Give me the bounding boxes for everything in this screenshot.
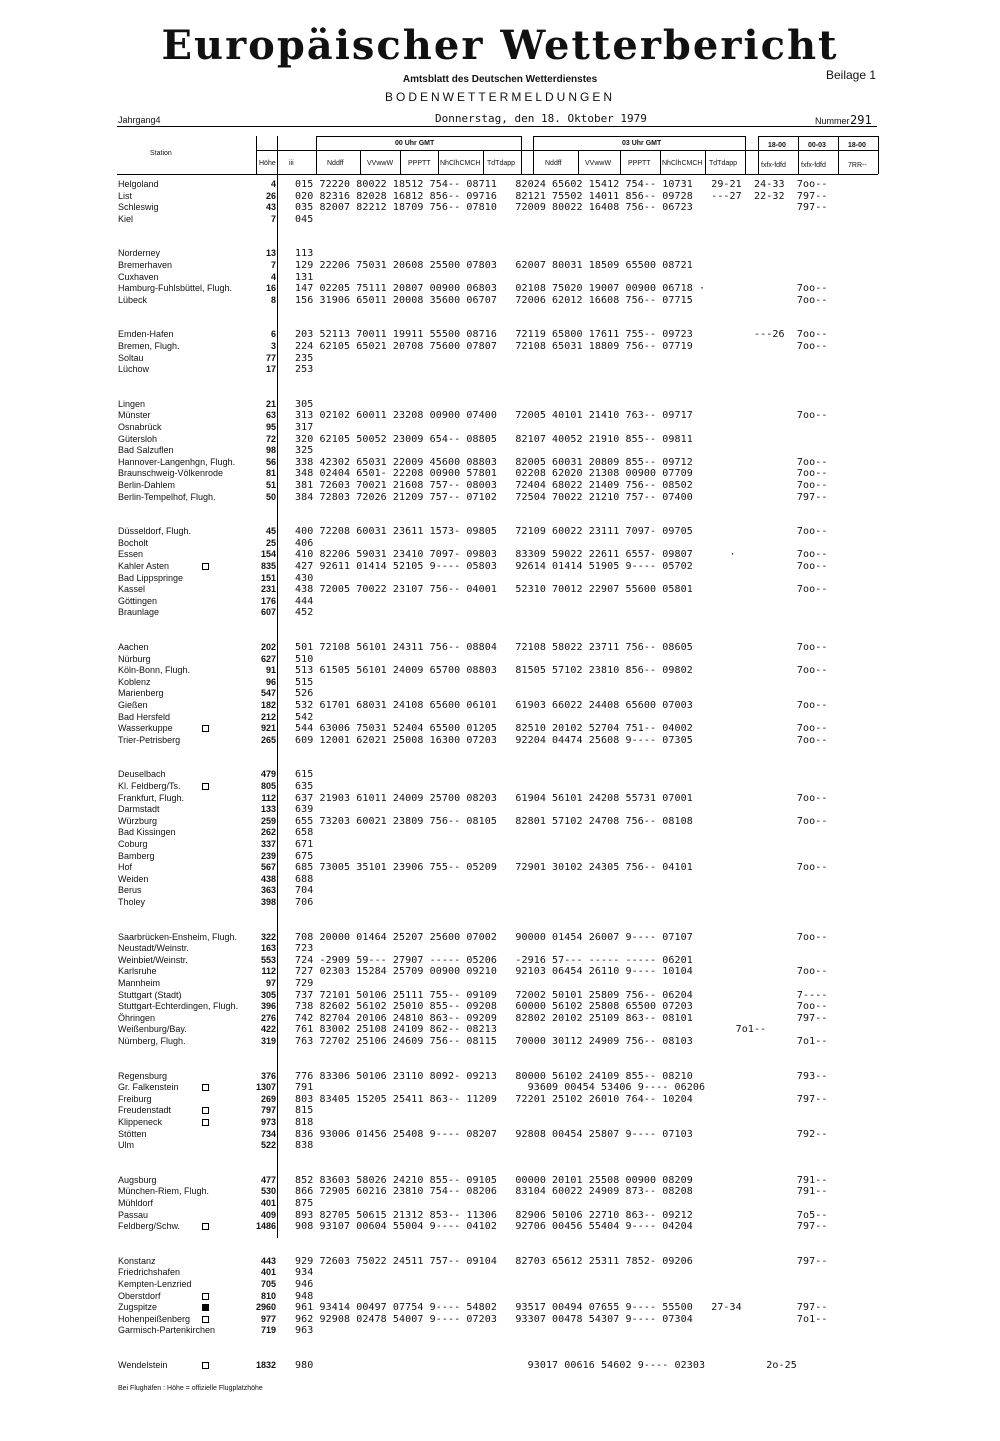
station-name: Deuselbach xyxy=(118,769,166,779)
station-height: 401 xyxy=(260,1198,276,1208)
station-height: 376 xyxy=(260,1071,276,1081)
observation-row: 685 73005 35101 23906 755-- 05209 72901 30102 24305 756-- 04101 7oo-- xyxy=(295,862,828,873)
obs-00-header: 00 Uhr GMT xyxy=(395,140,435,147)
observation-row: 526 xyxy=(295,688,314,699)
observation-row: 963 xyxy=(295,1325,314,1336)
station-name: Nürnberg, Flugh. xyxy=(118,1036,186,1046)
station-height: 56 xyxy=(265,457,276,467)
station-height: 77 xyxy=(265,353,276,363)
station-height: 25 xyxy=(265,538,276,548)
observation-row: 035 82007 82212 18709 756-- 07810 72009 80022 16408 756-- 06723 797-- xyxy=(295,202,828,213)
observation-row: 131 xyxy=(295,272,314,283)
hoehe-header: Höhe xyxy=(259,160,276,167)
open-square-marker xyxy=(202,1107,209,1114)
observation-row: 815 xyxy=(295,1105,314,1116)
observation-row: 224 62105 65021 20708 75600 07807 72108 65031 18809 756-- 07719 7oo-- xyxy=(295,341,828,352)
observation-row: 727 02303 15284 25709 00900 09210 92103 06454 26110 9---- 10104 7oo-- xyxy=(295,966,828,977)
station-name: Hof xyxy=(118,862,133,872)
observation-row: 729 xyxy=(295,978,314,989)
gust-header-2: fxfx-fdfd xyxy=(801,162,826,169)
station-name: Wendelstein xyxy=(118,1360,168,1370)
period-header-1: 18-00 xyxy=(768,142,786,149)
station-name: Schleswig xyxy=(118,202,159,212)
page-title: Europäischer Wetterbericht xyxy=(161,22,839,69)
station-name: Soltau xyxy=(118,353,144,363)
station-name: Essen xyxy=(118,549,144,559)
station-height: 50 xyxy=(265,492,276,502)
station-height: 401 xyxy=(260,1267,276,1277)
station-height: 176 xyxy=(260,596,276,606)
observation-row: 688 xyxy=(295,874,314,885)
station-height: 305 xyxy=(260,990,276,1000)
station-height: 398 xyxy=(260,897,276,907)
station-name: Gr. Falkenstein xyxy=(118,1082,179,1092)
station-name: Lingen xyxy=(118,399,146,409)
observation-row: 129 22206 75031 20608 25500 07803 62007 80031 18509 65500 08721 xyxy=(295,260,693,271)
station-height: 45 xyxy=(265,526,276,536)
station-height: 133 xyxy=(260,804,276,814)
observation-row: 852 83603 58026 24210 855-- 09105 00000 20101 25508 00900 08209 791-- xyxy=(295,1175,828,1186)
observation-row: 934 xyxy=(295,1267,314,1278)
open-square-marker xyxy=(202,1223,209,1230)
observation-row: 742 82704 20106 24810 863-- 09209 82802 20102 25109 863-- 08101 797-- xyxy=(295,1013,828,1024)
station-height: 81 xyxy=(265,468,276,478)
station-height: 182 xyxy=(260,700,276,710)
observation-row: 706 xyxy=(295,897,314,908)
observation-row: 704 xyxy=(295,885,314,896)
station-name: Weinbiet/Weinstr. xyxy=(118,955,188,965)
station-height: 337 xyxy=(260,839,276,849)
station-height: 239 xyxy=(260,851,276,861)
open-square-marker xyxy=(202,563,209,570)
nummer-label: Nummer xyxy=(815,116,850,126)
station-height: 13 xyxy=(265,248,276,258)
station-height: 96 xyxy=(265,677,276,687)
station-height: 17 xyxy=(265,364,276,374)
station-name: Konstanz xyxy=(118,1256,156,1266)
observation-row: 803 83405 15205 25411 863-- 11209 72201 25102 26010 764-- 10204 797-- xyxy=(295,1094,828,1105)
station-name: Bamberg xyxy=(118,851,155,861)
station-height: 734 xyxy=(260,1129,276,1139)
station-name: Lübeck xyxy=(118,295,148,305)
station-height: 212 xyxy=(260,712,276,722)
observation-row: 325 xyxy=(295,445,314,456)
station-height: 163 xyxy=(260,943,276,953)
observation-row: 836 93006 01456 25408 9---- 08207 92808 00454 25807 9---- 07103 792-- xyxy=(295,1129,828,1140)
observation-row: 235 xyxy=(295,353,314,364)
station-height: 553 xyxy=(260,955,276,965)
station-height: 265 xyxy=(260,735,276,745)
station-name: Braunlage xyxy=(118,607,160,617)
station-name: Münster xyxy=(118,410,151,420)
observation-row: 675 xyxy=(295,851,314,862)
station-height: 7 xyxy=(270,214,276,224)
observation-row: 961 93414 00497 07754 9---- 54802 93517 00494 07655 9---- 55500 27-34 797-- xyxy=(295,1302,828,1313)
station-height: 262 xyxy=(260,827,276,837)
station-height: 705 xyxy=(260,1279,276,1289)
station-height: 547 xyxy=(260,688,276,698)
station-name: Cuxhaven xyxy=(118,272,159,282)
observation-row: 156 31906 65011 20008 35600 06707 72006 62012 16608 756-- 07715 7oo-- xyxy=(295,295,828,306)
station-name: Braunschweig-Völkenrode xyxy=(118,468,224,478)
station-name: Bad Salzuflen xyxy=(118,445,174,455)
station-name: Bad Hersfeld xyxy=(118,712,171,722)
observation-row: 763 72702 25106 24609 756-- 08115 70000 30112 24909 756-- 08103 7o1-- xyxy=(295,1036,828,1047)
station-name: Hannover-Langenhgn, Flugh. xyxy=(118,457,236,467)
subtitle: Amtsblatt des Deutschen Wetterdienstes xyxy=(402,74,598,85)
station-name: Augsburg xyxy=(118,1175,157,1185)
station-name: Stuttgart-Echterdingen, Flugh. xyxy=(118,1001,239,1011)
observation-row: 542 xyxy=(295,712,314,723)
station-height: 627 xyxy=(260,654,276,664)
station-height: 7 xyxy=(270,260,276,270)
station-height: 4 xyxy=(270,179,276,189)
period-header-2: 00-03 xyxy=(808,142,826,149)
station-height: 438 xyxy=(260,874,276,884)
observation-row: 400 72208 60031 23611 1573- 09805 72109 60022 23111 7097- 09705 7oo-- xyxy=(295,526,828,537)
station-name: Weiden xyxy=(118,874,149,884)
station-name: München-Riem, Flugh. xyxy=(118,1186,210,1196)
observation-row: 908 93107 00604 55004 9---- 04102 92706 00456 55404 9---- 04204 797-- xyxy=(295,1221,828,1232)
observation-row: 253 xyxy=(295,364,314,375)
station-height: 921 xyxy=(260,723,276,733)
observation-row: 438 72005 70022 23107 756-- 04001 52310 70012 22907 55600 05801 7oo-- xyxy=(295,584,828,595)
top-rule xyxy=(117,126,877,127)
station-height: 21 xyxy=(265,399,276,409)
station-height: 91 xyxy=(265,665,276,675)
station-name: Köln-Bonn, Flugh. xyxy=(118,665,191,675)
station-height: 98 xyxy=(265,445,276,455)
station-name: Lüchow xyxy=(118,364,150,374)
station-name: Bocholt xyxy=(118,538,149,548)
observation-row: 317 xyxy=(295,422,314,433)
observation-row: 637 21903 61011 24009 25700 08203 61904 56101 24208 55731 07001 7oo-- xyxy=(295,793,828,804)
observation-row: 737 72101 50106 25111 755-- 09109 72002 50101 25809 756-- 06204 7---- xyxy=(295,990,828,1001)
observation-row: 639 xyxy=(295,804,314,815)
station-name: Bremerhaven xyxy=(118,260,173,270)
station-height: 16 xyxy=(265,283,276,293)
station-name: Mannheim xyxy=(118,978,161,988)
station-height: 4 xyxy=(270,272,276,282)
station-height: 422 xyxy=(260,1024,276,1034)
observation-row: 015 72220 80022 18512 754-- 08711 82024 65602 15412 754-- 10731 29-21 24-33 7oo-- xyxy=(295,179,828,190)
observation-row: 410 82206 59031 23410 7097- 09803 83309 59022 22611 6557- 09807 · 7oo-- xyxy=(295,549,828,560)
station-name: List xyxy=(118,191,133,201)
observation-row: 384 72803 72026 21209 757-- 07102 72504 70022 21210 757-- 07400 797-- xyxy=(295,492,828,503)
station-name: Helgoland xyxy=(118,179,159,189)
date-line: Donnerstag, den 18. Oktober 1979 xyxy=(435,112,647,125)
station-height: 154 xyxy=(260,549,276,559)
station-name: Emden-Hafen xyxy=(118,329,174,339)
vvwww-header-00: VVwwW xyxy=(367,160,394,167)
observation-row: 544 63006 75031 52404 65500 01205 82510 20102 52704 751-- 04002 7oo-- xyxy=(295,723,828,734)
station-name: Berlin-Tempelhof, Flugh. xyxy=(118,492,216,502)
station-name: Würzburg xyxy=(118,816,158,826)
station-height: 409 xyxy=(260,1210,276,1220)
nh-header-03: NhClhCMCH xyxy=(662,160,703,167)
station-height: 202 xyxy=(260,642,276,652)
station-name: Garmisch-Partenkirchen xyxy=(118,1325,216,1335)
nddff-header-03: Nddff xyxy=(545,160,562,167)
open-square-marker xyxy=(202,1119,209,1126)
beilage-label: Beilage 1 xyxy=(826,68,877,82)
station-name: Darmstadt xyxy=(118,804,160,814)
tdapp-header-03: TdTdapp xyxy=(709,160,738,167)
station-name: Kassel xyxy=(118,584,146,594)
observation-row: 381 72603 70021 21608 757-- 08003 72404 68022 21409 756-- 08502 7oo-- xyxy=(295,480,828,491)
station-name: Kl. Feldberg/Ts. xyxy=(118,781,181,791)
station-height: 797 xyxy=(260,1105,276,1115)
observation-row: 305 xyxy=(295,399,314,410)
observation-row: 791 93609 00454 53406 9---- 06206 xyxy=(295,1082,706,1093)
station-height: 1307 xyxy=(256,1082,277,1092)
open-square-marker xyxy=(202,725,209,732)
station-height: 973 xyxy=(260,1117,276,1127)
observation-row: 532 61701 68031 24108 65600 06101 61903 66022 24408 65600 07003 7oo-- xyxy=(295,700,828,711)
gust-header-1: fxfx-fdfd xyxy=(761,162,786,169)
observation-row: 348 02404 6501- 22208 00900 57801 02208 62020 21308 00900 07709 7oo-- xyxy=(295,468,828,479)
open-square-marker xyxy=(202,1316,209,1323)
station-name: Bad Kissingen xyxy=(118,827,176,837)
station-name: Bremen, Flugh. xyxy=(118,341,180,351)
footer-note: Bei Flughäfen : Höhe = offizielle Flugplatzhöhe xyxy=(118,1385,263,1392)
station-name: Trier-Petrisberg xyxy=(118,735,181,745)
station-height: 276 xyxy=(260,1013,276,1023)
open-square-marker xyxy=(202,1293,209,1300)
observation-row: 929 72603 75022 24511 757-- 09104 82703 65612 25311 7852- 09206 797-- xyxy=(295,1256,828,1267)
observation-row: 320 62105 50052 23009 654-- 08805 82107 40052 21910 855-- 09811 xyxy=(295,434,693,445)
station-height: 363 xyxy=(260,885,276,895)
station-name: Feldberg/Schw. xyxy=(118,1221,181,1231)
station-height: 51 xyxy=(265,480,276,490)
station-height: 443 xyxy=(260,1256,276,1266)
station-name: Mühldorf xyxy=(118,1198,154,1208)
observation-row: 615 xyxy=(295,769,314,780)
station-height: 63 xyxy=(265,410,276,420)
iii-header: iii xyxy=(289,160,294,167)
station-height: 72 xyxy=(265,434,276,444)
station-name: Hohenpeißenberg xyxy=(118,1314,191,1324)
station-height: 43 xyxy=(265,202,276,212)
station-name: Tholey xyxy=(118,897,146,907)
station-name: Zugspitze xyxy=(118,1302,158,1312)
observation-row: 515 xyxy=(295,677,314,688)
station-name: Berus xyxy=(118,885,142,895)
station-height: 322 xyxy=(260,932,276,942)
station-name: Kiel xyxy=(118,214,134,224)
observation-row: 980 93017 00616 54602 9---- 02303 2o-25 xyxy=(295,1360,797,1371)
station-name: Koblenz xyxy=(118,677,151,687)
section-title: BODENWETTERMELDUNGEN xyxy=(384,90,615,104)
observation-row: 723 xyxy=(295,943,314,954)
open-square-marker xyxy=(202,783,209,790)
observation-row: 761 83002 25108 24109 862-- 08213 7o1-- xyxy=(295,1024,767,1035)
station-name: Gütersloh xyxy=(118,434,158,444)
observation-row: 430 xyxy=(295,573,314,584)
station-height: 112 xyxy=(261,966,276,976)
nh-header-00: NhClhCMCH xyxy=(440,160,481,167)
station-height: 6 xyxy=(270,329,276,339)
observation-row: 875 xyxy=(295,1198,314,1209)
station-name: Karlsruhe xyxy=(118,966,157,976)
observation-row: 313 02102 60011 23208 00900 07400 72005 40101 21410 763-- 09717 7oo-- xyxy=(295,410,828,421)
observation-row: 671 xyxy=(295,839,314,850)
station-height: 112 xyxy=(261,793,276,803)
station-name: Stuttgart (Stadt) xyxy=(118,990,182,1000)
observation-row: 658 xyxy=(295,827,314,838)
observation-row: 655 73203 60021 23809 756-- 08105 82801 57102 24708 756-- 08108 7oo-- xyxy=(295,816,828,827)
station-name: Friedrichshafen xyxy=(118,1267,181,1277)
station-height: 810 xyxy=(260,1291,276,1301)
observation-row: 045 xyxy=(295,214,314,225)
station-height: 522 xyxy=(260,1140,276,1150)
station-height: 231 xyxy=(260,584,276,594)
station-name: Norderney xyxy=(118,248,161,258)
station-name: Kempten-Lenzried xyxy=(118,1279,192,1289)
station-name: Bad Lippspringe xyxy=(118,573,184,583)
observation-row: 724 -2909 59--- 27907 ----- 05206 -2916 57--- ----- ----- 06201 xyxy=(295,955,693,966)
station-name: Weißenburg/Bay. xyxy=(118,1024,187,1034)
station-header: Station xyxy=(150,150,172,157)
observation-row: 893 82705 50615 21312 853-- 11306 82906 50106 22710 863-- 09212 7o5-- xyxy=(295,1210,828,1221)
station-height: 977 xyxy=(260,1314,276,1324)
station-name: Klippeneck xyxy=(118,1117,163,1127)
station-name: Freiburg xyxy=(118,1094,152,1104)
station-name: Frankfurt, Flugh. xyxy=(118,793,185,803)
tdapp-header-00: TdTdapp xyxy=(487,160,516,167)
station-name: Gießen xyxy=(118,700,148,710)
ppptt-header-00: PPPTT xyxy=(408,160,431,167)
station-height: 835 xyxy=(260,561,276,571)
station-name: Ulm xyxy=(118,1140,134,1150)
vvwww-header-03: VVwwW xyxy=(585,160,612,167)
observation-row: 444 xyxy=(295,596,314,607)
station-height: 805 xyxy=(260,781,276,791)
station-name: Berlin-Dahlem xyxy=(118,480,176,490)
station-height: 477 xyxy=(260,1175,276,1185)
period-header-3: 18-00 xyxy=(848,142,866,149)
station-name: Nürburg xyxy=(118,654,151,664)
observation-row: 635 xyxy=(295,781,314,792)
nummer-value: 291 xyxy=(850,113,872,127)
station-name: Düsseldorf, Flugh. xyxy=(118,526,192,536)
station-name: Neustadt/Weinstr. xyxy=(118,943,189,953)
station-name: Osnabrück xyxy=(118,422,162,432)
station-height: 3 xyxy=(270,341,276,351)
observation-row: 452 xyxy=(295,607,314,618)
station-name: Stötten xyxy=(118,1129,147,1139)
station-height: 567 xyxy=(260,862,276,872)
ppptt-header-03: PPPTT xyxy=(628,160,651,167)
observation-row: 818 xyxy=(295,1117,314,1128)
station-name: Wasserkuppe xyxy=(118,723,173,733)
open-square-marker xyxy=(202,1084,209,1091)
observation-row: 513 61505 56101 24009 65700 08803 81505 57102 23810 856-- 09802 7oo-- xyxy=(295,665,828,676)
observation-row: 113 xyxy=(295,248,314,259)
nddff-header-00: Nddff xyxy=(327,160,344,167)
station-height: 396 xyxy=(260,1001,276,1011)
observation-row: 962 92908 02478 54007 9---- 07203 93307 00478 54307 9---- 07304 7o1-- xyxy=(295,1314,828,1325)
observation-row: 338 42302 65031 22009 45600 08803 82005 60031 20809 855-- 09712 7oo-- xyxy=(295,457,828,468)
station-height: 479 xyxy=(260,769,276,779)
observation-row: 838 xyxy=(295,1140,314,1151)
observation-row: 020 82316 82028 16812 856-- 09716 82121 75502 14011 856-- 09728 ---27 22-32 797-- xyxy=(295,191,828,202)
station-name: Freudenstadt xyxy=(118,1105,172,1115)
station-name: Passau xyxy=(118,1210,149,1220)
station-height: 530 xyxy=(260,1186,276,1196)
observation-row: 776 83306 50106 23110 8092- 09213 80000 56102 24109 855-- 08210 793-- xyxy=(295,1071,828,1082)
open-square-marker xyxy=(202,1362,209,1369)
observation-row: 708 20000 01464 25207 25600 07002 90000 01454 26007 9---- 07107 7oo-- xyxy=(295,932,828,943)
observation-row: 427 92611 01414 52105 9---- 05803 92614 01414 51905 9---- 05702 7oo-- xyxy=(295,561,828,572)
station-height: 607 xyxy=(260,607,276,617)
station-name: Oberstdorf xyxy=(118,1291,161,1301)
obs-03-header: 03 Uhr GMT xyxy=(622,140,662,147)
station-name: Kahler Asten xyxy=(118,561,170,571)
station-height: 1486 xyxy=(256,1221,277,1231)
observation-row: 948 xyxy=(295,1291,314,1302)
station-height: 269 xyxy=(260,1094,276,1104)
station-height: 97 xyxy=(265,978,276,988)
filled-square-marker xyxy=(202,1304,209,1311)
observation-row: 946 xyxy=(295,1279,314,1290)
observation-row: 406 xyxy=(295,538,314,549)
observation-row: 866 72905 60216 23810 754-- 08206 83104 60022 24909 873-- 08208 791-- xyxy=(295,1186,828,1197)
observation-row: 501 72108 56101 24311 756-- 08804 72108 58022 23711 756-- 08605 7oo-- xyxy=(295,642,828,653)
station-name: Regensburg xyxy=(118,1071,168,1081)
precip-header: 7RR-- xyxy=(848,162,867,169)
observation-row: 738 82602 56102 25010 855-- 09208 60000 56102 25808 65500 07203 7oo-- xyxy=(295,1001,828,1012)
observation-row: 510 xyxy=(295,654,314,665)
station-height: 95 xyxy=(265,422,276,432)
station-name: Hamburg-Fuhlsbüttel, Flugh. xyxy=(118,283,233,293)
station-name: Göttingen xyxy=(118,596,158,606)
station-height: 8 xyxy=(270,295,276,305)
station-height: 26 xyxy=(265,191,276,201)
station-name: Öhringen xyxy=(118,1013,156,1023)
station-height: 2960 xyxy=(256,1302,277,1312)
observation-row: 609 12001 62021 25008 16300 07203 92204 04474 25608 9---- 07305 7oo-- xyxy=(295,735,828,746)
station-name: Saarbrücken-Ensheim, Flugh. xyxy=(118,932,238,942)
station-name: Coburg xyxy=(118,839,148,849)
station-name: Marienberg xyxy=(118,688,164,698)
observation-row: 147 02205 75111 20807 00900 06803 02108 75020 19007 00900 06718 · 7oo-- xyxy=(295,283,828,294)
station-height: 1832 xyxy=(256,1360,277,1370)
station-height: 719 xyxy=(260,1325,276,1335)
station-height: 259 xyxy=(260,816,276,826)
station-name: Aachen xyxy=(118,642,149,652)
station-height: 319 xyxy=(260,1036,276,1046)
observation-row: 203 52113 70011 19911 55500 08716 72119 65800 17611 755-- 09723 ---26 7oo-- xyxy=(295,329,828,340)
jahrgang-label: Jahrgang4 xyxy=(118,115,161,125)
station-height: 151 xyxy=(260,573,276,583)
